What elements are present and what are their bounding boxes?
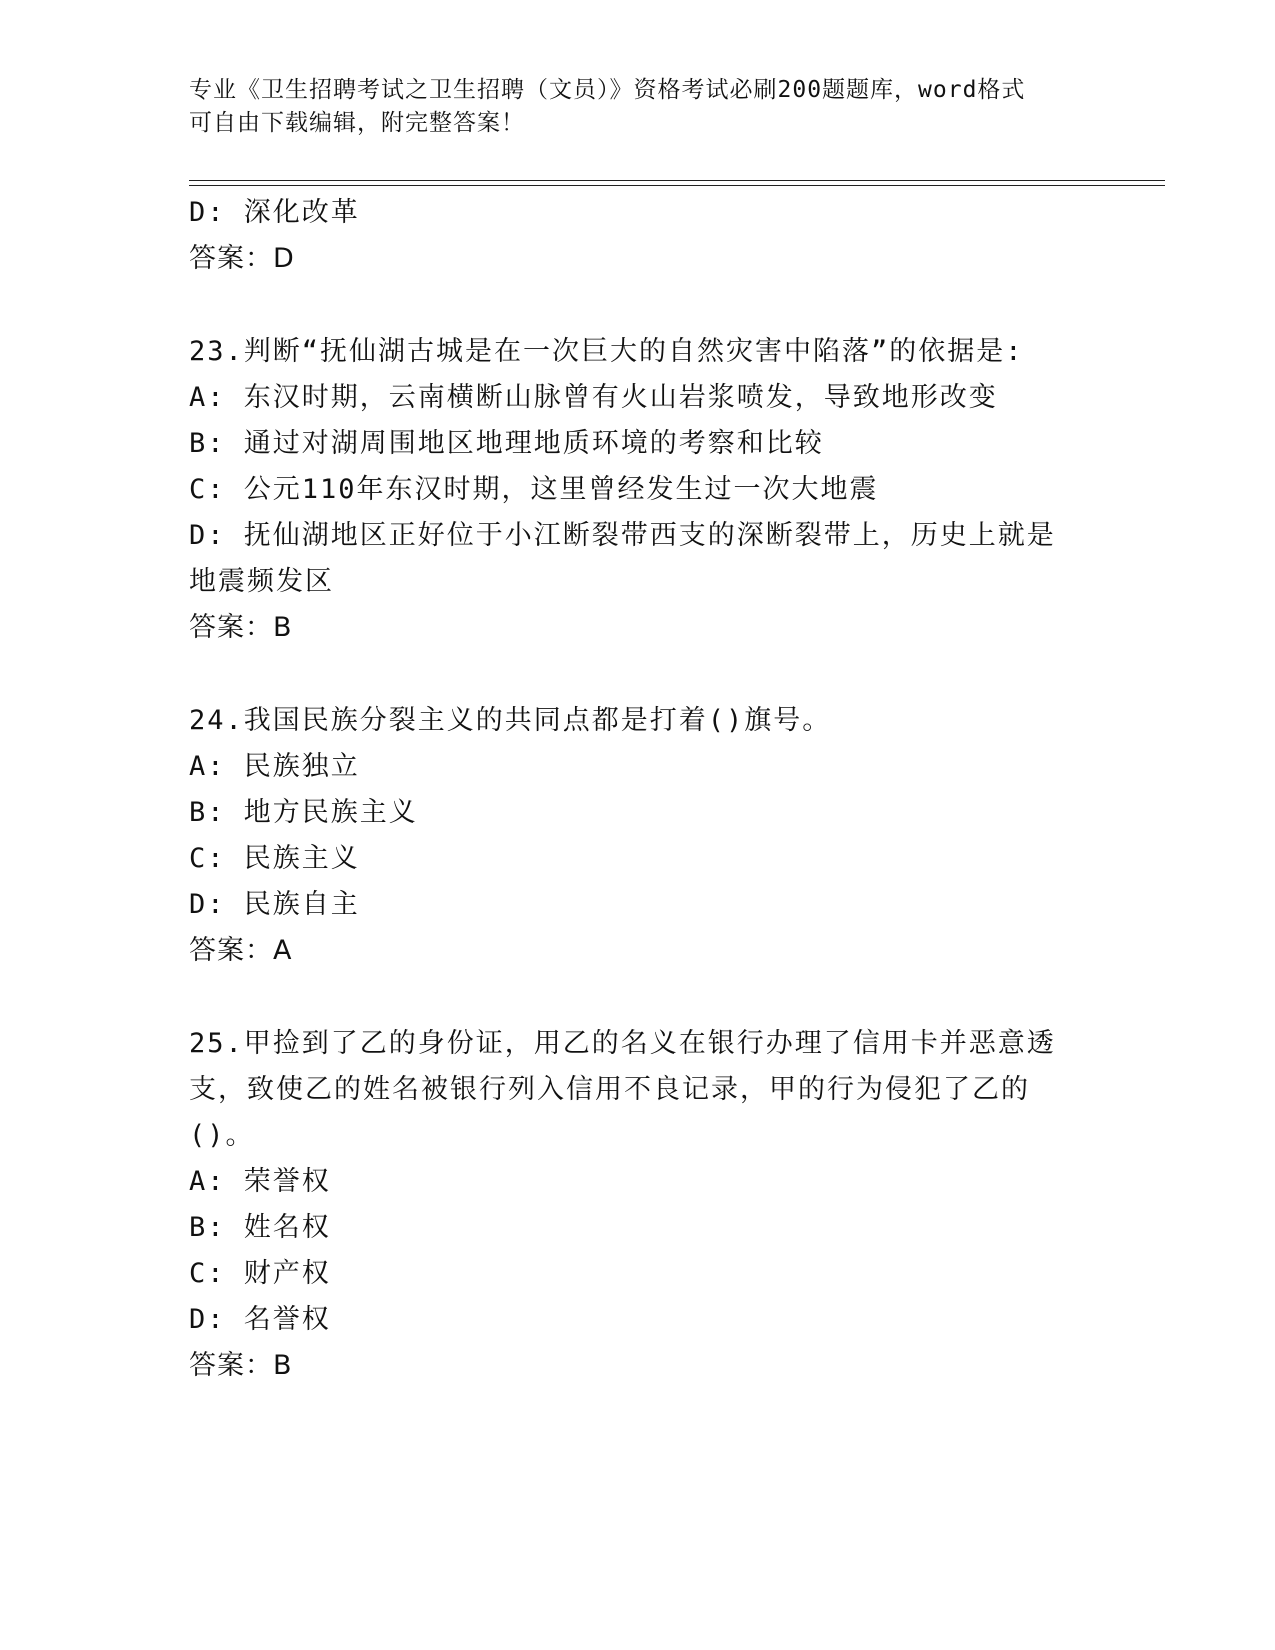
previous-question-tail — [189, 190, 1089, 282]
question-24 — [189, 698, 1089, 974]
option-b: B: 地方民族主义 — [189, 797, 418, 828]
header-divider-top — [189, 180, 1165, 181]
option-c: C: 财产权 — [189, 1258, 331, 1289]
option-d: D: 民族自主 — [189, 889, 360, 920]
question-content — [189, 190, 1089, 1389]
question-stem: 23.判断“抚仙湖古城是在一次巨大的自然灾害中陷落”的依据是: — [189, 336, 1024, 367]
option-d: D: 深化改革 — [189, 197, 360, 228]
option-a: A: 东汉时期，云南横断山脉曾有火山岩浆喷发，导致地形改变 — [189, 382, 998, 413]
header-line-1: 专业《卫生招聘考试之卫生招聘（文员）》资格考试必刷200题题库，word格式 — [189, 77, 1026, 103]
question-stem: 24.我国民族分裂主义的共同点都是打着()旗号。 — [189, 705, 832, 736]
option-b: B: 通过对湖周围地区地理地质环境的考察和比较 — [189, 428, 824, 459]
answer-line: 答案：D — [189, 243, 295, 274]
answer-line: 答案：B — [189, 1350, 293, 1381]
option-c: C: 民族主义 — [189, 843, 360, 874]
question-stem: 25.甲捡到了乙的身份证，用乙的名义在银行办理了信用卡并恶意透支，致使乙的姓名被银行列入信用不良记录，甲的行为侵犯了乙的()。 — [189, 1028, 1056, 1151]
option-c: C: 公元110年东汉时期，这里曾经发生过一次大地震 — [189, 474, 879, 505]
question-23 — [189, 329, 1089, 651]
answer-line: 答案：B — [189, 612, 293, 643]
option-d: D: 抚仙湖地区正好位于小江断裂带西支的深断裂带上，历史上就是地震频发区 — [189, 520, 1056, 597]
header-divider-bottom — [189, 185, 1165, 186]
answer-line: 答案：A — [189, 935, 293, 966]
option-a: A: 荣誉权 — [189, 1166, 331, 1197]
option-b: B: 姓名权 — [189, 1212, 331, 1243]
option-d: D: 名誉权 — [189, 1304, 331, 1335]
header-line-2: 可自由下载编辑，附完整答案！ — [189, 110, 525, 136]
document-header — [189, 74, 1089, 140]
question-25 — [189, 1021, 1089, 1389]
option-a: A: 民族独立 — [189, 751, 360, 782]
